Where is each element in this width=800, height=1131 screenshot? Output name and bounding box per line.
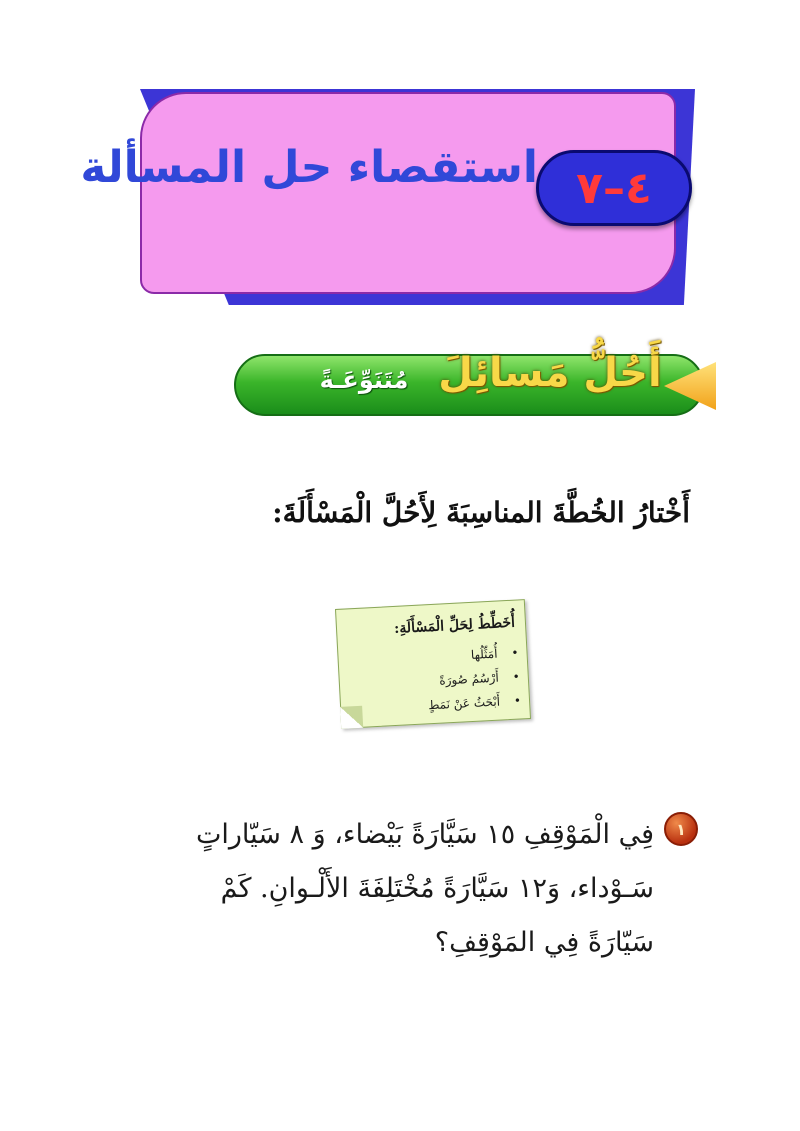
note-list bbox=[368, 641, 522, 721]
note-item-text: أُمَثِّلُها bbox=[470, 646, 498, 662]
bullet-icon: • bbox=[511, 645, 519, 660]
note-item-text: أَرْسُمُ صُورَةً bbox=[438, 670, 500, 688]
problem-number-badge bbox=[664, 812, 698, 846]
note-item-text: أَبْحَثُ عَنْ نَمَطٍ bbox=[427, 694, 501, 713]
note-fold-corner bbox=[340, 706, 363, 729]
lesson-header bbox=[80, 80, 700, 310]
problem-number: ١ bbox=[676, 819, 686, 839]
lesson-number: ٤–٧ bbox=[576, 162, 652, 214]
bullet-icon: • bbox=[512, 669, 521, 684]
strategy-note bbox=[335, 599, 531, 729]
bullet-icon: • bbox=[513, 693, 522, 708]
problem-text: فِي الْمَوْقِفِ ١٥ سَيَّارَةً بَيْضاء، وَ ٨ سَيّاراتٍ سَـوْداء، وَ١٢ سَيَّارَةً مُخْتَلِفَةَ الأَلْـوانِ. كَمْ سَيّارَةً فِي المَوْقِفِ؟ bbox=[195, 819, 654, 958]
section-banner bbox=[234, 350, 718, 422]
lesson-number-badge bbox=[536, 150, 692, 226]
banner-sub-text: مُتَنَوِّعَـةً bbox=[319, 366, 409, 394]
instruction-text: أَخْتارُ الخُطَّةَ المناسِبَةَ لِأَحُلَّ الْمَسْأَلَةَ: bbox=[272, 496, 690, 529]
banner-main-text: أَحُلُّ مَسائِلَ bbox=[438, 350, 662, 396]
note-heading: أُخَطِّطُ لِحَلِّ الْمَسْأَلَةِ: bbox=[393, 614, 516, 637]
lesson-title: استقصاء حل المسألة bbox=[80, 142, 538, 193]
